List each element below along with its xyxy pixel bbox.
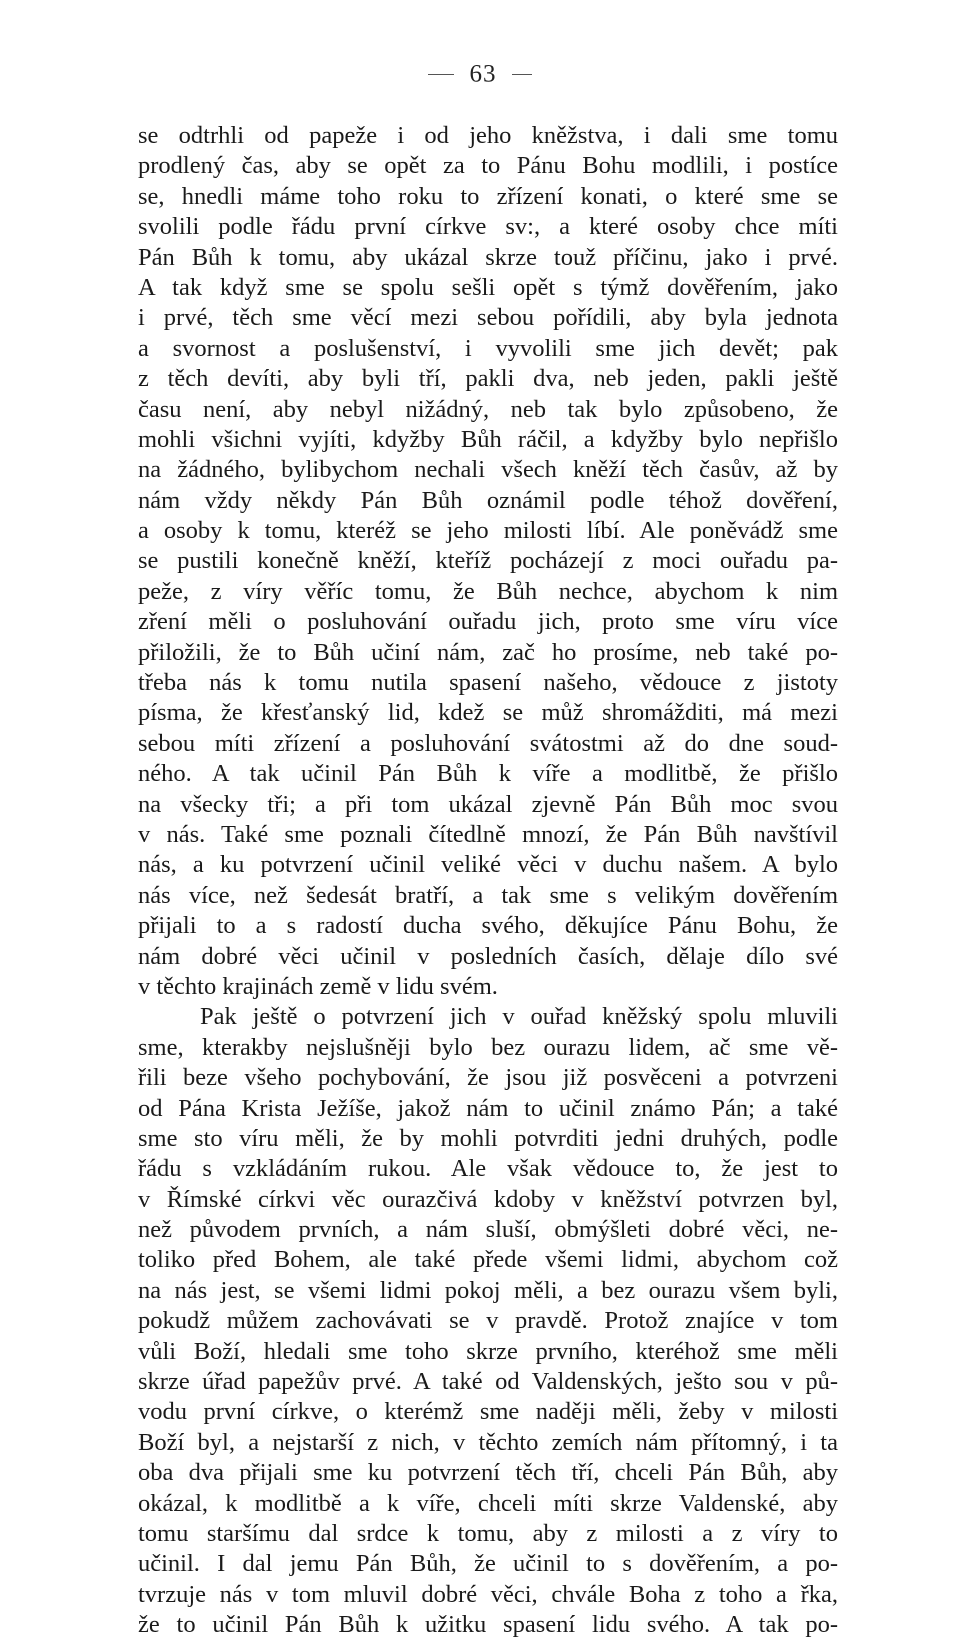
text-line: pokudž můžem zachovávati se v pravdě. Protož znajíce v tom [138, 1307, 838, 1335]
text-line: nám dobré věci učinil v posledních časích, dělaje dílo své [138, 942, 838, 970]
text-line: toliko před Bohem, ale také přede všemi lidmi, abychom což [138, 1246, 838, 1274]
text-line: se pustili konečně kněží, kteříž pocházejí z moci ouřadu pa- [138, 547, 838, 575]
page-number: 63 [469, 60, 497, 88]
text-line: řili beze všeho pochybování, že jsou již posvěceni a potvrzeni [138, 1064, 838, 1092]
body-text [138, 121, 838, 1641]
text-line: na žádného, bylibychom nechali všech kněží těch časův, až by [138, 456, 838, 484]
text-line: prodlený čas, aby se opět za to Pánu Bohu modlili, i postíce [138, 152, 838, 180]
text-line: ného. A tak učinil Pán Bůh k víře a modlitbě, že přišlo [138, 760, 838, 788]
text-line: oba dva přijali sme ku potvrzení těch tří, chceli Pán Bůh, aby [138, 1459, 838, 1487]
text-line: přiložili, že to Bůh učiní nám, zač ho prosíme, neb také po- [138, 638, 838, 666]
text-line: v Římské církvi věc ourazčivá kdoby v kněžství potvrzen byl, [138, 1185, 838, 1213]
text-line: od Pána Krista Ježíše, jakož nám to učinil známo Pán; a také [138, 1094, 838, 1122]
text-line: než původem prvních, a nám sluší, obmýšleti dobré věci, ne- [138, 1216, 838, 1244]
text-line: a osoby k tomu, kteréž se jeho milosti líbí. Ale poněvádž sme [138, 517, 838, 545]
text-line: třeba nás k tomu nutila spasení našeho, vědouce z jistoty [138, 669, 838, 697]
text-line: že to učinil Pán Bůh k užitku spasení lidu svého. A tak po- [138, 1611, 838, 1639]
text-line: Pán Bůh k tomu, aby ukázal skrze touž příčinu, jako i prvé. [138, 243, 838, 271]
text-line: v těchto krajinách země v lidu svém. [138, 972, 498, 1000]
text-line: učinil. I dal jemu Pán Bůh, že učinil to s dověřením, a po- [138, 1550, 838, 1578]
text-line: A tak když sme se spolu sešli opět s týmž dověřením, jako [138, 273, 838, 301]
paragraph [138, 1002, 838, 1640]
text-line: tomu staršímu dal srdce k tomu, aby z milosti a z víry to [138, 1519, 838, 1547]
text-line: mohli všichni vyjíti, kdyžby Bůh ráčil, a kdyžby bylo nepřišlo [138, 425, 838, 453]
header-dash-left [428, 74, 454, 75]
text-line: vodu první církve, o kterémž sme naději měli, žeby v milosti [138, 1398, 838, 1426]
text-line: v nás. Také sme poznali čítedlně mnozí, že Pán Bůh navštívil [138, 820, 838, 848]
text-line: na všecky tři; a při tom ukázal zjevně Pán Bůh moc svou [138, 790, 838, 818]
text-line: sme, kterakby nejslušněji bylo bez ourazu lidem, ač sme vě- [138, 1033, 838, 1061]
text-line: se odtrhli od papeže i od jeho kněžstva, i dali sme tomu [138, 122, 838, 149]
text-line: tvrzuje nás v tom mluvil dobré věci, chvále Boha z toho a řka, [138, 1580, 838, 1608]
text-line: peže, z víry věříc tomu, že Bůh nechce, abychom k nim [138, 577, 838, 605]
text-line: času není, aby nebyl nižádný, neb tak bylo způsobeno, že [138, 395, 838, 423]
text-line: i prvé, těch sme věcí mezi sebou pořídili, aby byla jednota [138, 304, 838, 332]
text-line: a svornost a poslušenství, i vyvolili sme jich devět; pak [138, 334, 838, 362]
text-line: zření měli o posluhování ouřadu jich, proto sme víru více [138, 608, 838, 636]
text-line: Pak ještě o potvrzení jich v ouřad kněžský spolu mluvili [200, 1003, 838, 1031]
text-line: sebou míti zřízení a posluhování svátostmi až do dne soud- [138, 729, 838, 757]
text-line: okázal, k modlitbě a k víře, chceli míti skrze Valdenské, aby [138, 1489, 838, 1517]
paragraph [138, 121, 838, 1002]
text-line: Boží byl, a nejstarší z nich, v těchto zemích nám přítomný, i ta [138, 1428, 838, 1456]
text-line: na nás jest, se všemi lidmi pokoj měli, a bez ourazu všem byli, [138, 1276, 838, 1304]
text-line: z těch devíti, aby byli tří, pakli dva, neb jeden, pakli ještě [138, 365, 838, 393]
text-line: sme sto víru měli, že by mohli potvrditi jedni druhých, podle [138, 1124, 838, 1152]
header-dash-right [512, 74, 532, 75]
text-line: svolili podle řádu první církve sv:, a které osoby chce míti [138, 213, 838, 241]
text-line: se, hnedli máme toho roku to zřízení konati, o které sme se [138, 182, 838, 210]
text-line: řádu s vzkládáním rukou. Ale však vědouce to, že jest to [138, 1155, 838, 1183]
text-line: písma, že křesťanský lid, kdež se můž shromážditi, má mezi [138, 699, 838, 727]
text-line: přijali to a s radostí ducha svého, děkujíce Pánu Bohu, že [138, 912, 838, 940]
text-line: vůli Boží, hledali sme toho skrze prvního, kteréhož sme měli [138, 1337, 838, 1365]
text-line: nás více, než šedesát bratří, a tak sme s velikým dověřením [138, 881, 838, 909]
text-line: skrze úřad papežův prvé. A také od Valdenských, ješto sou v pů- [138, 1368, 838, 1396]
text-line: nám vždy někdy Pán Bůh oznámil podle téhož dověření, [138, 486, 838, 514]
page-header [0, 58, 960, 89]
text-line: nás, a ku potvrzení učinil veliké věci v duchu našem. A bylo [138, 851, 838, 879]
